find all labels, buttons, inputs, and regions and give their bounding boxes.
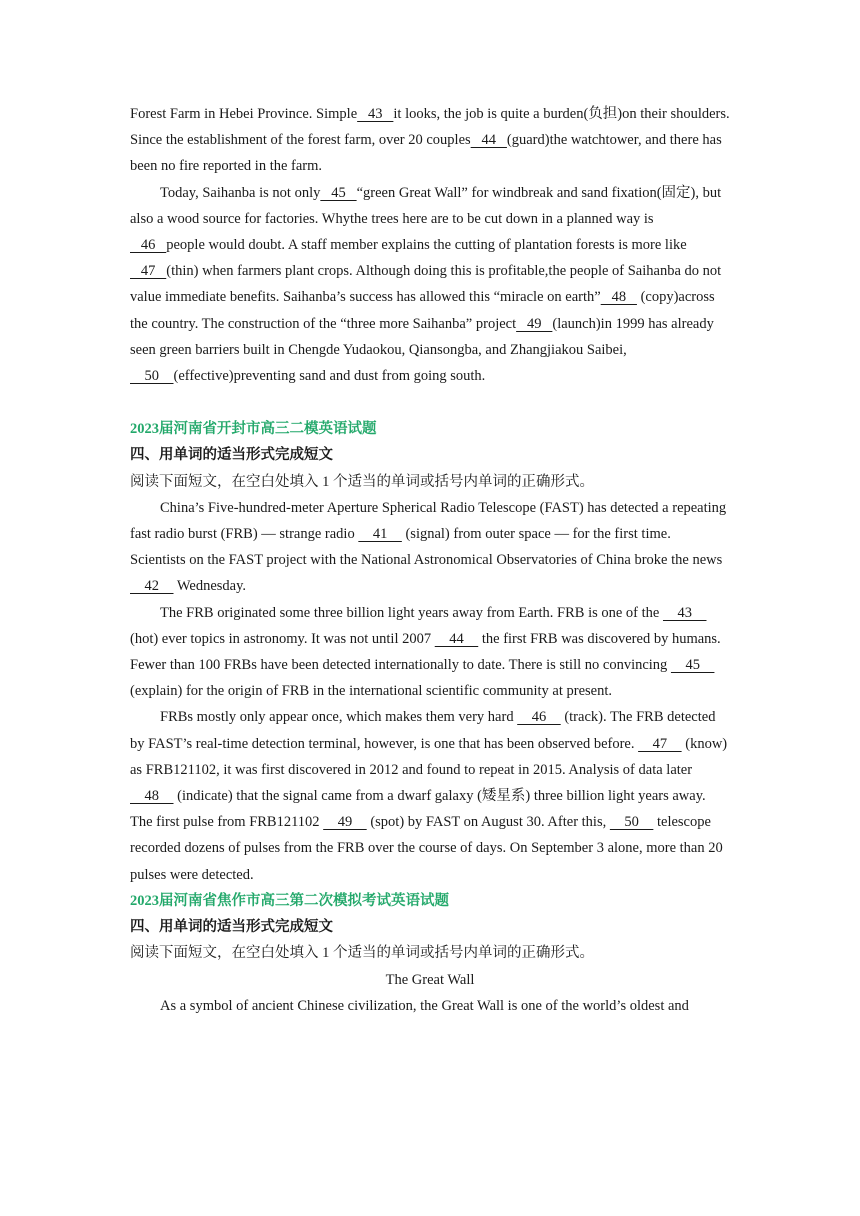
passage-title: The Great Wall	[385, 971, 475, 988]
blank-44[interactable]: 44	[470, 132, 507, 149]
blank-43[interactable]: 43	[662, 604, 707, 621]
paragraph: The FRB originated some three billion light years away from Earth. FRB is one of the 43 (hot) ever topics in astronomy. It was not until 2007 44 the first FRB was discovered by humans. Fewer than 100 FRBs have been detected internationally to date. There is still no convincing 45 (explain) for the origin of FRB in the international scientific community at present.	[130, 604, 721, 700]
section-title: 2023届河南省开封市高三二模英语试题	[130, 421, 377, 438]
blank-47[interactable]: 47	[638, 735, 682, 752]
document-page	[130, 101, 730, 1019]
instruction: 阅读下面短文，在空白处填入 1 个适当的单词或括号内单词的正确形式。	[130, 473, 594, 490]
paragraph: Today, Saihanba is not only 45 “green Great Wall” for windbreak and sand fixation(固定), but also a wood source for factories. Whythe trees here are to be cut down in a planned way is 46 people would doubt. A staff member explains the cutting of plantation forests is more like 47 (thin) when farmers plant crops. Although doing this is profitable,the people of Saihanba do not value immediate benefits. Saihanba’s success has allowed this “miracle on earth” 48 (copy)across the country. The construction of the “three more Saihanba” project 49 (launch)in 1999 has already seen green barriers built in Chengde Yudaokou, Qiansongba, and Zhangjiakou Saibei, 50 (effective)preventing sand and dust from going south.	[130, 184, 722, 385]
section-title: 2023届河南省焦作市高三第二次模拟考试英语试题	[130, 892, 449, 909]
paragraph: FRBs mostly only appear once, which makes them very hard 46 (track). The FRB detected by FAST’s real-time detection terminal, however, is one that has been observed before. 47 (know) as FRB121102, it was first discovered in 2012 and found to repeat in 2015. Analysis of data later 48 (indicate) that the signal came from a dwarf galaxy (矮星系) three billion light years away. The first pulse from FRB121102 49 (spot) by FAST on August 30. After this, 50 telescope recorded dozens of pulses from the FRB over the course of days. On September 3 alone, more than 20 pulses were detected.	[130, 709, 728, 883]
blank-45[interactable]: 45	[670, 657, 715, 674]
blank-43[interactable]: 43	[357, 106, 394, 122]
blank-42[interactable]: 42	[130, 578, 174, 595]
blank-46[interactable]: 46	[130, 237, 167, 254]
instruction: 阅读下面短文，在空白处填入 1 个适当的单词或括号内单词的正确形式。	[130, 945, 594, 962]
paragraph: China’s Five-hundred-meter Aperture Spherical Radio Telescope (FAST) has detected a repeating fast radio burst (FRB) — strange radio 41 (signal) from outer space — for the first time. Scientists on the FAST project with the National Astronomical Observatories of China broke the news 42 Wednesday.	[130, 499, 727, 595]
paragraph: As a symbol of ancient Chinese civilization, the Great Wall is one of the world’s oldest and	[160, 997, 689, 1014]
paragraph: Forest Farm in Hebei Province. Simple 43 it looks, the job is quite a burden(负担)on their shoulders. Since the establishment of the forest farm, over 20 couples 44 (guard)the watchtower, and there has been no fire reported in the farm.	[130, 106, 730, 175]
blank-48[interactable]: 48	[600, 289, 637, 306]
blank-47[interactable]: 47	[130, 263, 167, 280]
blank-49[interactable]: 49	[323, 814, 367, 831]
part-heading: 四、用单词的适当形式完成短文	[130, 447, 333, 464]
blank-48[interactable]: 48	[130, 788, 174, 805]
blank-50[interactable]: 50	[130, 368, 174, 385]
spacer	[130, 389, 730, 416]
blank-49[interactable]: 49	[516, 315, 553, 332]
part-heading: 四、用单词的适当形式完成短文	[130, 919, 333, 936]
blank-45[interactable]: 45	[320, 184, 357, 201]
blank-50[interactable]: 50	[609, 814, 654, 831]
blank-41[interactable]: 41	[358, 526, 402, 543]
blank-46[interactable]: 46	[517, 709, 561, 726]
blank-44[interactable]: 44	[434, 630, 479, 647]
